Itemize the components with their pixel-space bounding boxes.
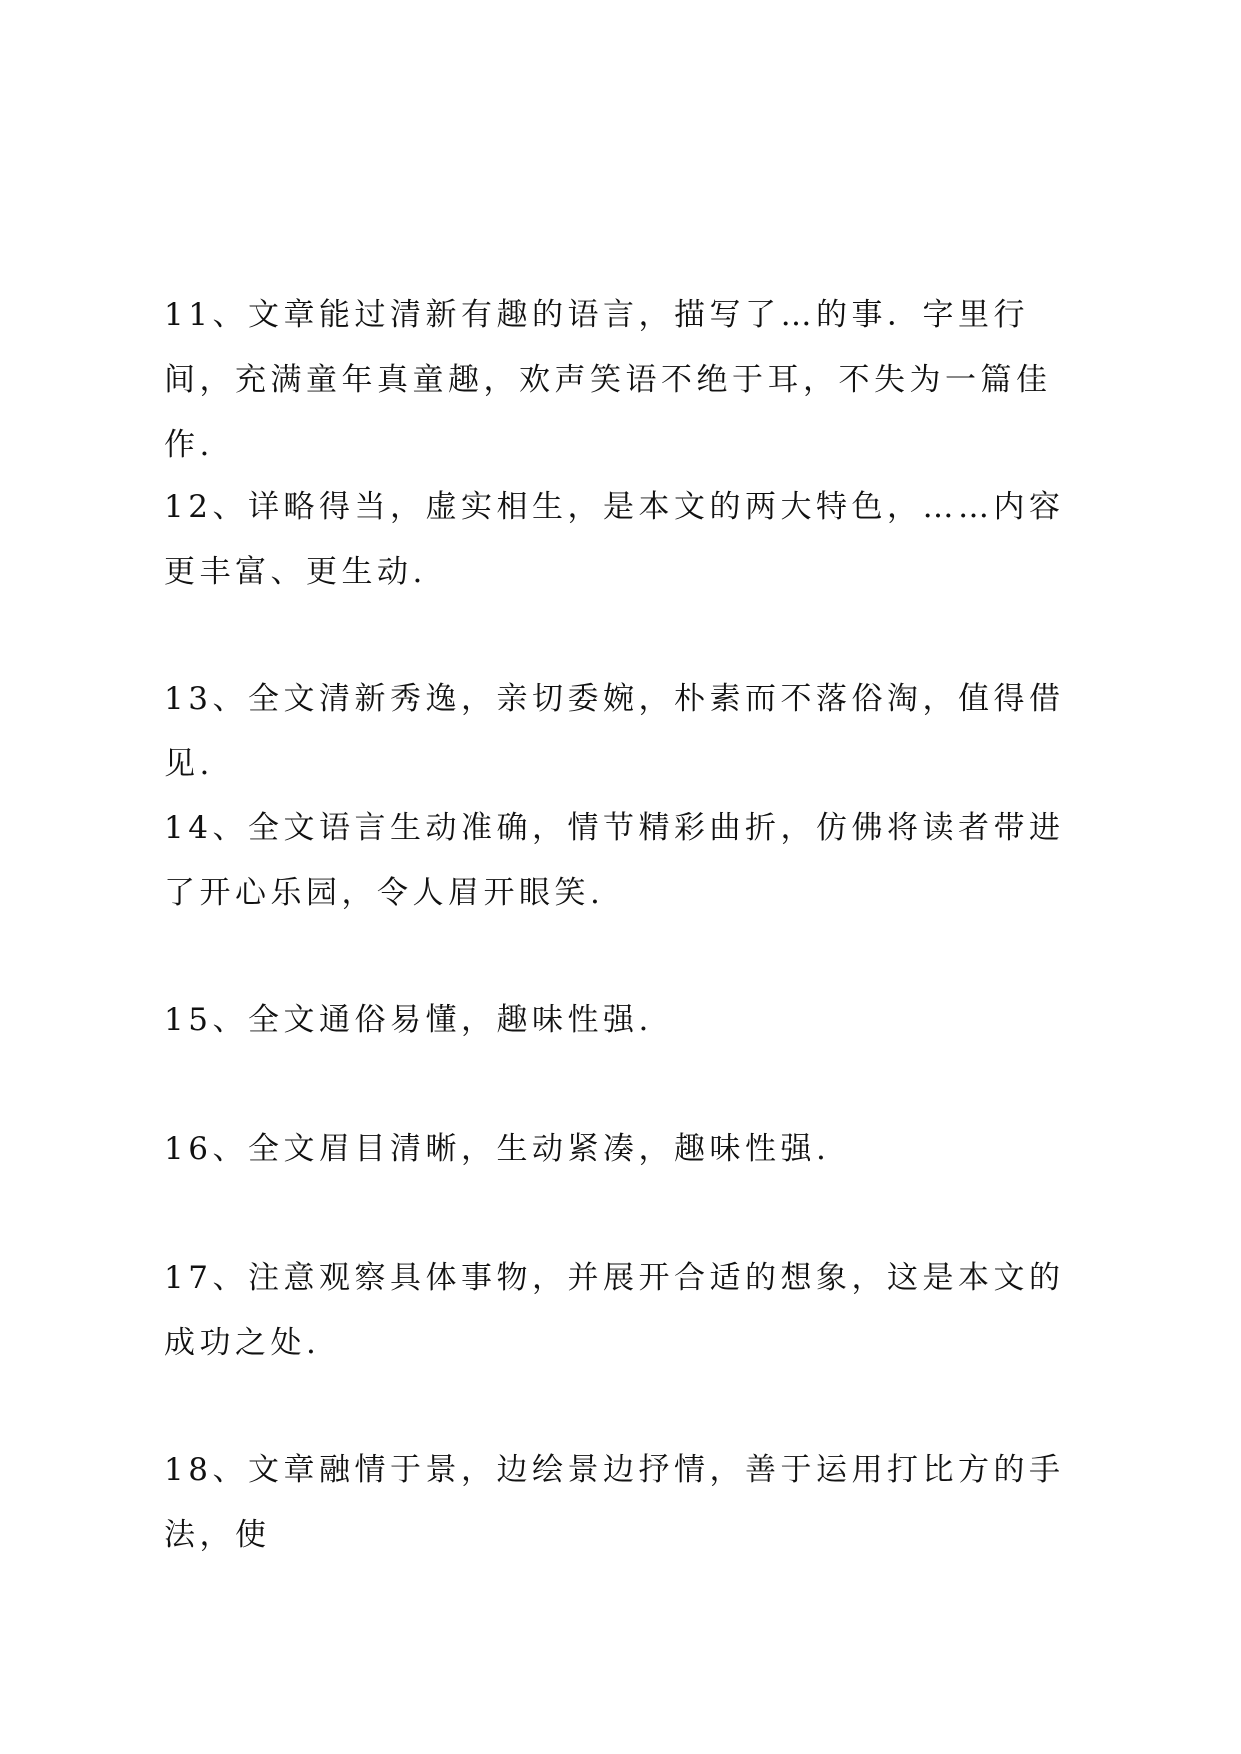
paragraph-14: 14、全文语言生动准确，情节精彩曲折，仿佛将读者带进了开心乐园，令人眉开眼笑. (164, 810, 1065, 911)
paragraph-17: 17、注意观察具体事物，并展开合适的想象，这是本文的成功之处. (164, 1260, 1065, 1361)
paragraph-16: 16、全文眉目清晰，生动紧凑，趣味性强. (164, 1131, 831, 1167)
paragraph-11: 11、文章能过清新有趣的语言，描写了…的事．字里行间，充满童年真童趣，欢声笑语不绝于耳，不失为一篇佳作. (164, 297, 1052, 463)
paragraph-15: 15、全文通俗易懂，趣味性强. (164, 1002, 653, 1038)
paragraph-13: 13、全文清新秀逸，亲切委婉，朴素而不落俗淘，值得借见. (164, 681, 1065, 782)
paragraph-12: 12、详略得当，虚实相生，是本文的两大特色，……内容更丰富、更生动. (164, 489, 1065, 590)
paragraph-18: 18、文章融情于景，边绘景边抒情，善于运用打比方的手法，使 (164, 1452, 1065, 1553)
